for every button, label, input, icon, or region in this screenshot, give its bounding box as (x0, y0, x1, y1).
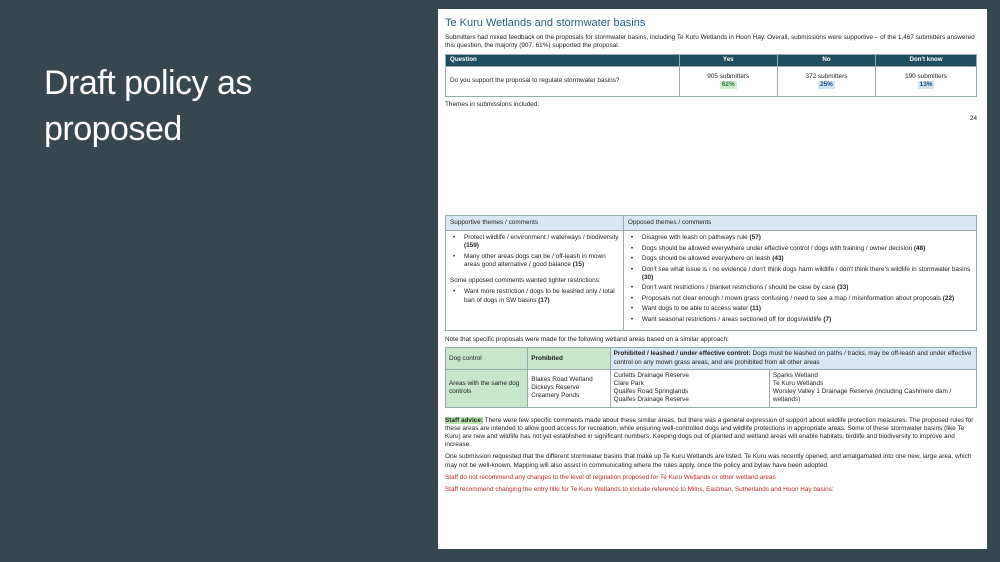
staff-advice: Staff advice: There were few specific comments made about these similar areas, but there was a general expression of support about wildlife protection measures. The proposed rules for these areas are intended to allow good access for recreation, while ensuring well-controlled dogs and wildlife protections in appropriate areas. Some of these stormwater basins (like Te Kuru) are new and wildlife has not yet established in significant numbers. Keeping dogs out of planted and wetland areas will enable habitats, birdlife and biodiversity to improve and increase. (445, 416, 974, 449)
no-cell (777, 66, 875, 96)
staff-advice-label: Staff advice: (445, 416, 484, 424)
question-row (446, 66, 977, 96)
themes-table (445, 215, 977, 331)
opposed-header: Opposed themes / comments (623, 215, 976, 230)
prohibited-areas: Blakes Road Wetland Dickeys Reserve Creamery Ponds (528, 369, 610, 407)
document-heading: Te Kuru Wetlands and stormwater basins (445, 17, 646, 29)
list-item: • Protect wildlife / environment / waterways / biodiversity (159) (450, 234, 619, 250)
no-percent: 25% (820, 81, 833, 89)
list-item: • Many other areas dogs can be / off-leash in mown areas good alternative / good balance (15) (450, 253, 619, 269)
list-item: • Dogs should be allowed everywhere under effective control / dogs with training / owner decision (48) (628, 245, 972, 253)
dont-know-count: 190 submitters (905, 72, 947, 80)
dog-control-label: Dog control (446, 348, 528, 369)
areas-label: Areas with the same dog controls (446, 369, 528, 407)
list-item: • Don't see what issue is / no evidence / don't think dogs harm wildlife / don't think there's wildlife in stormwater basins (30) (628, 266, 972, 282)
header-no: No (777, 55, 875, 66)
header-question: Question (446, 55, 680, 66)
recommendation-2: Staff recommend changing the entry title for Te Kuru Wetlands to include reference to Milns, Eastman, Sutherlands and Hoon Hay basins: (445, 486, 834, 494)
prohibited-label: Prohibited (528, 348, 610, 369)
plu-areas-col2: Sparks Wetland Te Kuru Wetlands Worsley Valley 1 Drainage Reserve (including Cashmere dam / wetlands) (769, 369, 976, 407)
header-yes: Yes (679, 55, 777, 66)
intro-paragraph: Submitters had mixed feedback on the proposals for stormwater basins, including Te Kuru Wetlands in Hoon Hay. Overall, submissions were supportive – of the 1,467 submitters answered this question, the majority (907, 61%) supported the proposal. (445, 34, 975, 50)
question-table (445, 54, 977, 96)
yes-cell (679, 66, 777, 96)
dont-know-percent: 13% (919, 81, 933, 89)
plu-description: Prohibited / leashed / under effective control: Dogs must be leashed on paths / tracks, may be off-leash and under effective control on any mown grass areas, and are prohibited from all other areas (610, 348, 976, 369)
yes-count: 905 submitters (707, 72, 750, 80)
slide-title: Draft policy as proposed (44, 64, 252, 148)
document-page (438, 9, 987, 549)
themes-intro: Themes in submissions included: (445, 100, 540, 108)
wetland-table (445, 347, 977, 407)
list-item: • Proposals not clear enough / mown grass confusing / need to see a map / misinformation about proposals (22) (628, 295, 972, 303)
question-table-header (446, 55, 977, 66)
list-item: • Want dogs to be able to access water (11) (628, 305, 972, 313)
question-text: Do you support the proposal to regulate stormwater basins? (446, 66, 680, 96)
list-item: • Dogs should be allowed everywhere on leash (43) (628, 255, 972, 263)
yes-percent: 62% (721, 81, 735, 89)
recommendation-1: Staff do not recommend any changes to the level of regulation proposed for Te Kuru Wetlands or other wetland areas (445, 473, 776, 481)
no-count: 372 submitters (805, 72, 848, 80)
supportive-header: Supportive themes / comments (446, 215, 624, 230)
page-number: 24 (969, 114, 977, 122)
plu-areas-col1: Curletts Drainage Reserve Clare Park Quaifes Road Springlands Quaifes Drainage Reserve (610, 369, 769, 407)
supportive-column (446, 231, 624, 331)
opposed-column (623, 231, 976, 331)
dont-know-cell (876, 66, 977, 96)
header-dont-know: Don't know (876, 55, 977, 66)
submission-note: One submission requested that the different stormwater basins that make up Te Kuru Wetlands are listed. Te Kuru was recently opened, and amalgamated into one new, large area, which may not be well-known. Mapping will also assist in communicating where the rules apply, once the policy and bylaw have been adopted. (445, 453, 972, 469)
supportive-sub-heading: Some opposed comments wanted tighter restrictions: (450, 277, 601, 285)
list-item: • Want more restriction / dogs to be leashed only / total ban of dogs in SW basins (17) (450, 288, 619, 304)
list-item: • Disagree with leash on pathways rule (57) (628, 234, 972, 242)
list-item: • Don't want restrictions / blanket restrictions / should be case by case (33) (628, 284, 972, 292)
wetland-note: Note that specific proposals were made for the following wetland areas based on a similar approach: (445, 336, 729, 344)
list-item: • Want seasonal restrictions / areas sectioned off for dogs/wildlife (7) (628, 316, 972, 324)
